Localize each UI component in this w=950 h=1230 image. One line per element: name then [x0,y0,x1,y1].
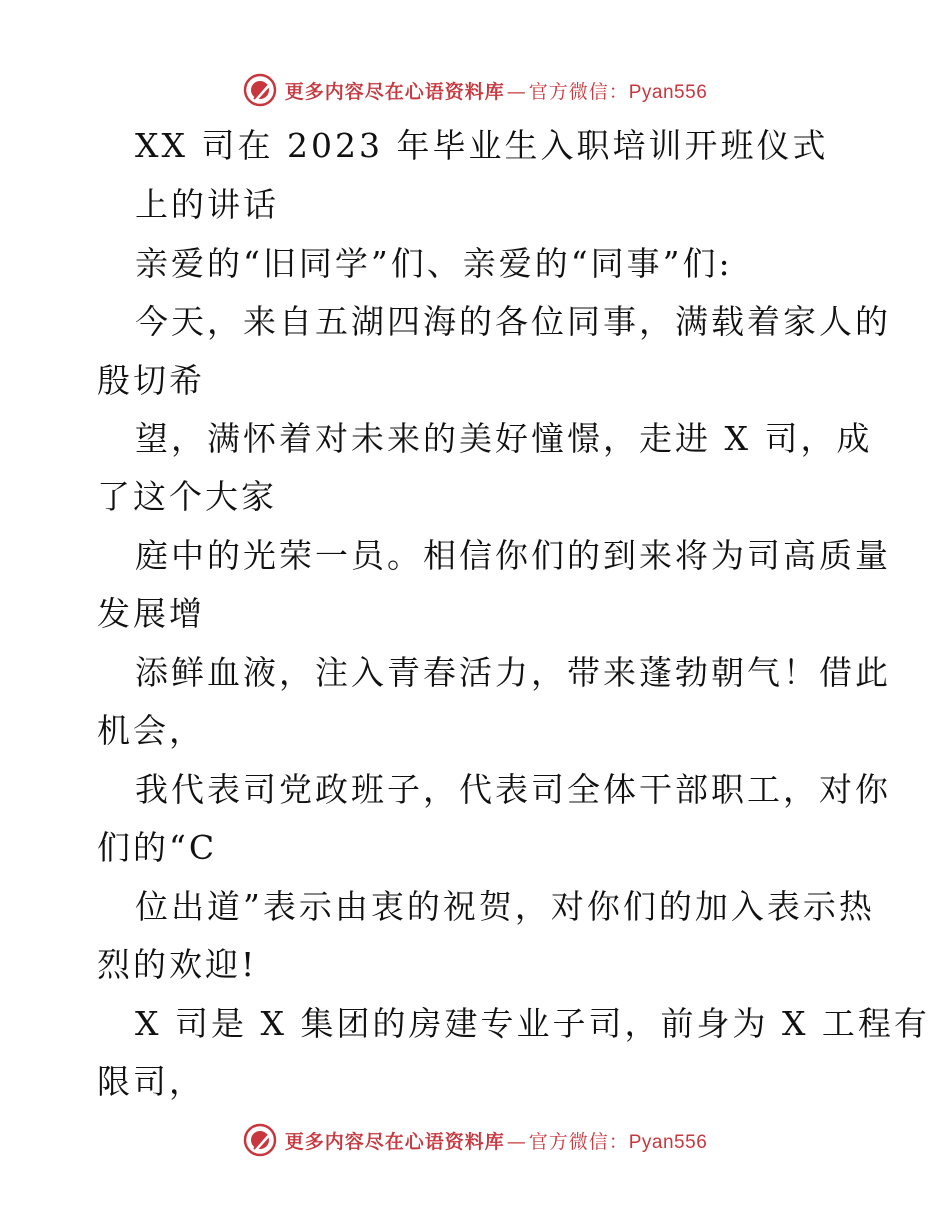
body-line: 烈的欢迎! [97,945,258,984]
header-wechat-id: Pyan556 [628,81,708,103]
pen-logo-icon [243,73,277,107]
salutation-line: 亲爱的“旧同学”们、亲爱的“同事”们: [135,244,733,283]
body-line: 发展增 [97,594,205,633]
body-line: 机会， [97,711,205,750]
footer-watermark-banner [0,1120,950,1160]
header-banner-text [285,77,708,104]
pen-logo-icon [243,1123,277,1157]
body-line: 我代表司党政班子，代表司全体干部职工，对你 [135,770,891,809]
title-line-2: 上的讲话 [135,185,279,224]
body-line: 限司， [97,1062,205,1101]
body-line: 庭中的光荣一员。相信你们的到来将为司高质量 [135,536,891,575]
header-watermark-banner [0,70,950,110]
header-site-text: 更多内容尽在心语资料库 [284,80,505,103]
body-line: 殷切希 [97,361,205,400]
header-wechat-label: 官方微信： [528,80,629,103]
footer-dash: — [506,1130,527,1153]
footer-wechat-id: Pyan556 [628,1131,708,1153]
footer-site-text: 更多内容尽在心语资料库 [284,1130,505,1153]
footer-banner-text [285,1127,708,1154]
header-dash: — [506,80,527,103]
body-line: 今天，来自五湖四海的各位同事，满载着家人的 [135,302,891,341]
footer-wechat-label: 官方微信： [528,1130,629,1153]
body-line: X 司是 X 集团的房建专业子司，前身为 X 工程有 [135,1004,930,1043]
title-line-1: XX 司在 2023 年毕业生入职培训开班仪式 [135,126,829,165]
body-line: 望，满怀着对未来的美好憧憬，走进 X 司，成 [135,419,873,458]
body-line: 位出道”表示由衷的祝贺，对你们的加入表示热 [135,887,875,926]
body-line: 们的“C [97,828,218,867]
body-line: 了这个大家 [97,477,277,516]
body-line: 添鲜血液，注入青春活力，带来蓬勃朝气！借此 [135,653,891,692]
